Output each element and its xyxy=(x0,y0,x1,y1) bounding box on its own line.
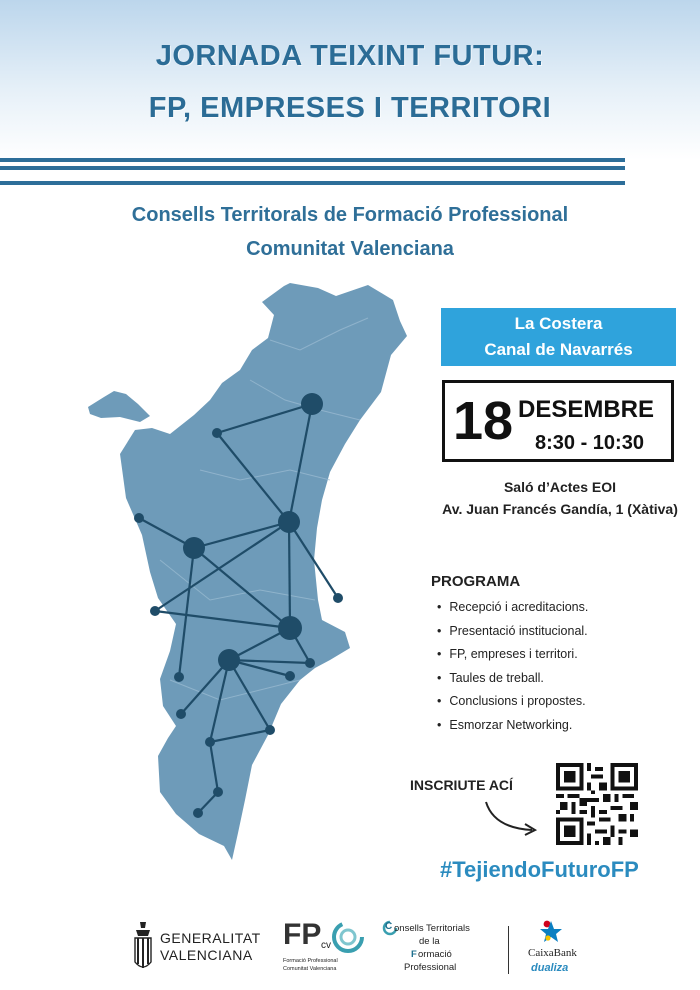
venue-name: Saló d’Actes EOI xyxy=(503,479,617,495)
logo-fpcv xyxy=(283,918,373,980)
fpcv-cv: cv xyxy=(321,940,331,951)
consells-line-4: Professional xyxy=(404,962,457,973)
map-shape xyxy=(120,283,407,860)
register-label: INSCRIUTE ACÍ xyxy=(410,777,513,793)
programa-title: PROGRAMA xyxy=(431,573,521,590)
node-small xyxy=(193,808,203,818)
date-day: 18 xyxy=(453,391,514,451)
title-line-1: JORNADA TEIXINT FUTUR: xyxy=(155,40,545,72)
region-line-2: Canal de Navarrés xyxy=(484,340,633,359)
region-map xyxy=(80,280,440,865)
region-line-1: La Costera xyxy=(514,314,603,333)
node-large xyxy=(278,511,300,533)
node-small xyxy=(333,593,343,603)
node-small xyxy=(212,428,222,438)
subtitle-line-2: Comunitat Valenciana xyxy=(246,238,454,260)
node-small xyxy=(205,737,215,747)
hashtag: #TejiendoFuturoFP xyxy=(440,857,639,882)
consells-line-1: onsells Territorials xyxy=(394,923,470,934)
programa-item: • Recepció i acreditacions. xyxy=(437,600,588,624)
programa-item: • Conclusions i propostes. xyxy=(437,694,588,718)
node-large xyxy=(278,616,302,640)
qr-code-icon[interactable] xyxy=(556,763,638,845)
node-large xyxy=(218,649,240,671)
programa-item: • FP, empreses i territori. xyxy=(437,647,588,671)
node-small xyxy=(305,658,315,668)
node-large xyxy=(301,393,323,415)
fpcv-line-2: Comunitat Valenciana xyxy=(283,966,337,972)
node-small xyxy=(213,787,223,797)
region-badge xyxy=(441,308,676,366)
map-island xyxy=(88,391,150,422)
node-small xyxy=(285,671,295,681)
fpcv-ring-icon xyxy=(331,920,365,954)
arrow-icon xyxy=(482,800,544,836)
title-line-2: FP, EMPRESES I TERRITORI xyxy=(148,92,552,124)
node-small xyxy=(174,672,184,682)
consells-line-3: ormació xyxy=(418,949,452,960)
node-small xyxy=(176,709,186,719)
node-large xyxy=(183,537,205,559)
consells-line-2: de la xyxy=(419,936,440,947)
date-month: DESEMBRE xyxy=(518,396,655,423)
consells-initial-f: F xyxy=(411,949,417,960)
programa-list xyxy=(437,600,588,741)
caixabank-tag: dualiza xyxy=(531,962,569,974)
gva-crest-icon xyxy=(132,920,154,972)
logo-separator xyxy=(508,926,509,974)
node-small xyxy=(265,725,275,735)
programa-item: • Taules de treball. xyxy=(437,671,588,695)
programa-item: • Presentació institucional. xyxy=(437,624,588,648)
date-box xyxy=(442,380,674,462)
logo-consells xyxy=(382,918,492,980)
subtitle-line-1: Consells Territorals de Formació Professional xyxy=(131,204,569,226)
divider-rule-bottom xyxy=(0,181,625,185)
node-small xyxy=(134,513,144,523)
gva-line-2: VALENCIANA xyxy=(160,947,253,963)
fpcv-line-1: Formació Professional xyxy=(283,958,338,964)
logo-caixabank xyxy=(528,918,598,980)
venue-address: Av. Juan Francés Gandía, 1 (Xàtiva) xyxy=(442,501,678,517)
gva-line-1: GENERALITAT xyxy=(160,930,261,946)
caixabank-name: CaixaBank xyxy=(528,947,577,959)
divider-rule-middle xyxy=(0,166,625,170)
logo-generalitat xyxy=(132,918,282,974)
date-time: 8:30 - 10:30 xyxy=(535,432,644,454)
node-small xyxy=(150,606,160,616)
programa-item: • Esmorzar Networking. xyxy=(437,718,588,742)
fpcv-mark: FP xyxy=(283,918,322,951)
consells-initial-c: C xyxy=(385,921,393,932)
star-icon xyxy=(538,918,564,944)
divider-rule-top xyxy=(0,158,625,162)
